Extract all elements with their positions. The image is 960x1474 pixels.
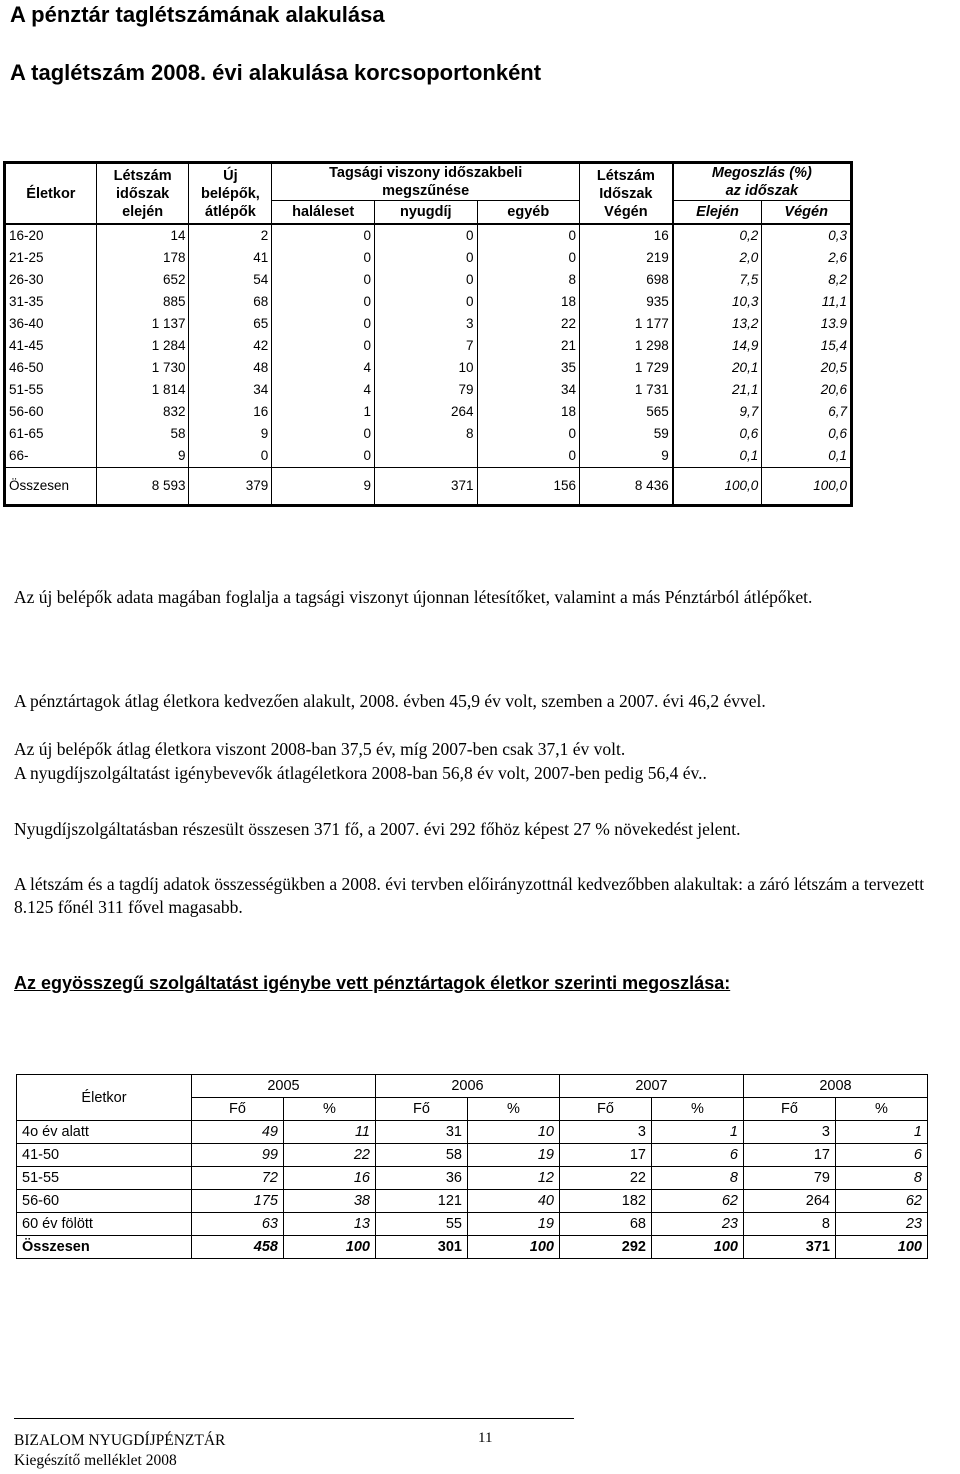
value-cell: 0,2 xyxy=(673,224,762,247)
age-group-cell: 51-55 xyxy=(17,1167,192,1190)
value-cell: 0,3 xyxy=(762,224,852,247)
value-cell: 7 xyxy=(374,335,477,357)
value-cell: 0 xyxy=(374,269,477,291)
t2-header-fo: Fő xyxy=(744,1098,836,1121)
value-cell: 22 xyxy=(284,1144,376,1167)
t2-header-fo: Fő xyxy=(192,1098,284,1121)
total-cell: 100,0 xyxy=(673,468,762,506)
header-letszam-elejen: Létszám időszak elején xyxy=(96,163,189,225)
value-cell: 13.9 xyxy=(762,313,852,335)
value-cell: 9 xyxy=(580,445,673,468)
value-cell: 1 298 xyxy=(580,335,673,357)
header-letszam-vegen: Létszám Időszak Végén xyxy=(580,163,673,225)
table-row xyxy=(5,445,852,468)
table-row xyxy=(5,335,852,357)
header-nyugdij: nyugdíj xyxy=(374,201,477,225)
value-cell: 42 xyxy=(189,335,272,357)
value-cell: 0 xyxy=(272,445,375,468)
value-cell: 0,1 xyxy=(762,445,852,468)
value-cell: 4 xyxy=(272,379,375,401)
section-title: Az egyösszegű szolgáltatást igénybe vett pénztártagok életkor szerinti megoszlása: xyxy=(14,973,731,993)
value-cell: 0 xyxy=(477,247,579,269)
value-cell: 1 729 xyxy=(580,357,673,379)
header-uj-belepok: Új belépők, átlépők xyxy=(189,163,272,225)
total-cell: 371 xyxy=(374,468,477,506)
total-label: Összesen xyxy=(17,1236,192,1259)
value-cell: 2,0 xyxy=(673,247,762,269)
value-cell: 3 xyxy=(560,1121,652,1144)
value-cell: 62 xyxy=(652,1190,744,1213)
age-group-cell: 46-50 xyxy=(9,360,44,375)
paragraph-belepok-eletkor: Az új belépők átlag életkora viszont 2008-ban 37,5 év, míg 2007-ben csak 37,1 év volt. xyxy=(14,739,626,759)
value-cell: 58 xyxy=(376,1144,468,1167)
value-cell: 178 xyxy=(96,247,189,269)
age-group-cell: 4o év alatt xyxy=(17,1121,192,1144)
value-cell: 17 xyxy=(744,1144,836,1167)
value-cell: 23 xyxy=(652,1213,744,1236)
value-cell: 6 xyxy=(836,1144,928,1167)
value-cell: 17 xyxy=(560,1144,652,1167)
value-cell: 22 xyxy=(560,1167,652,1190)
value-cell: 36 xyxy=(376,1167,468,1190)
t2-header-eletkor: Életkor xyxy=(17,1075,192,1121)
value-cell: 12 xyxy=(468,1167,560,1190)
value-cell: 19 xyxy=(468,1213,560,1236)
age-group-cell: 41-50 xyxy=(17,1144,192,1167)
value-cell: 6 xyxy=(652,1144,744,1167)
age-group-cell: 16-20 xyxy=(9,228,44,243)
age-group-cell: 56-60 xyxy=(17,1190,192,1213)
paragraph-atlag-eletkor: A pénztártagok átlag életkora kedvezően alakult, 2008. évben 45,9 év volt, szemben a 2007. évi 46,2 évvel. xyxy=(14,691,766,711)
t2-header-year: 2006 xyxy=(376,1075,560,1098)
table-row xyxy=(5,269,852,291)
total-cell: 156 xyxy=(477,468,579,506)
table-row xyxy=(5,224,852,247)
value-cell: 0 xyxy=(374,291,477,313)
value-cell: 565 xyxy=(580,401,673,423)
value-cell: 1 284 xyxy=(96,335,189,357)
footer-doc: Kiegészítő melléklet 2008 xyxy=(14,1452,177,1469)
total-cell: 301 xyxy=(376,1236,468,1259)
value-cell: 22 xyxy=(477,313,579,335)
age-group-cell: 41-45 xyxy=(9,338,44,353)
age-group-cell: 31-35 xyxy=(9,294,44,309)
age-group-cell: 61-65 xyxy=(9,426,44,441)
value-cell: 8 xyxy=(652,1167,744,1190)
value-cell: 8 xyxy=(744,1213,836,1236)
value-cell: 79 xyxy=(374,379,477,401)
value-cell: 72 xyxy=(192,1167,284,1190)
total-cell: 100,0 xyxy=(762,468,852,506)
lump-sum-table-body xyxy=(17,1121,928,1259)
value-cell: 1 xyxy=(272,401,375,423)
t2-header-pct: % xyxy=(836,1098,928,1121)
table-row xyxy=(5,357,852,379)
page-number: 11 xyxy=(478,1430,493,1446)
value-cell: 19 xyxy=(468,1144,560,1167)
value-cell: 40 xyxy=(468,1190,560,1213)
t2-header-year: 2005 xyxy=(192,1075,376,1098)
value-cell: 20,5 xyxy=(762,357,852,379)
total-row xyxy=(17,1236,928,1259)
value-cell: 1 xyxy=(652,1121,744,1144)
value-cell: 935 xyxy=(580,291,673,313)
value-cell: 59 xyxy=(580,423,673,445)
membership-table-body xyxy=(5,224,852,506)
value-cell: 0 xyxy=(272,291,375,313)
value-cell: 63 xyxy=(192,1213,284,1236)
value-cell: 11 xyxy=(284,1121,376,1144)
value-cell: 18 xyxy=(477,291,579,313)
t2-header-year: 2008 xyxy=(744,1075,928,1098)
value-cell: 21,1 xyxy=(673,379,762,401)
value-cell: 0 xyxy=(189,445,272,468)
value-cell: 7,5 xyxy=(673,269,762,291)
value-cell: 0 xyxy=(477,423,579,445)
t2-header-pct: % xyxy=(468,1098,560,1121)
table-row xyxy=(5,423,852,445)
value-cell: 8 xyxy=(374,423,477,445)
total-cell: 458 xyxy=(192,1236,284,1259)
footer-org: BIZALOM NYUGDÍJPÉNZTÁR xyxy=(14,1432,226,1449)
value-cell: 14,9 xyxy=(673,335,762,357)
value-cell: 175 xyxy=(192,1190,284,1213)
value-cell: 0 xyxy=(272,423,375,445)
value-cell: 8 xyxy=(836,1167,928,1190)
page-subtitle: A taglétszám 2008. évi alakulása korcsoportonként xyxy=(10,60,542,85)
value-cell: 68 xyxy=(189,291,272,313)
value-cell: 0 xyxy=(477,224,579,247)
value-cell: 0 xyxy=(374,247,477,269)
table-row xyxy=(5,379,852,401)
total-cell: 379 xyxy=(189,468,272,506)
t2-header-year: 2007 xyxy=(560,1075,744,1098)
value-cell: 49 xyxy=(192,1121,284,1144)
footer-divider xyxy=(14,1418,574,1419)
header-halaleset: haláleset xyxy=(272,201,375,225)
value-cell: 99 xyxy=(192,1144,284,1167)
value-cell: 6,7 xyxy=(762,401,852,423)
t2-header-fo: Fő xyxy=(376,1098,468,1121)
table-row xyxy=(5,313,852,335)
value-cell: 11,1 xyxy=(762,291,852,313)
age-group-cell: 26-30 xyxy=(9,272,44,287)
value-cell: 0 xyxy=(477,445,579,468)
value-cell xyxy=(374,445,477,468)
table-row xyxy=(17,1167,928,1190)
table-row xyxy=(5,401,852,423)
total-cell: 8 436 xyxy=(580,468,673,506)
value-cell: 1 731 xyxy=(580,379,673,401)
header-elejen: Elején xyxy=(673,201,762,225)
age-group-cell: 66- xyxy=(9,448,29,463)
value-cell: 8,2 xyxy=(762,269,852,291)
age-group-cell: 51-55 xyxy=(9,382,44,397)
header-eletkor: Életkor xyxy=(5,163,97,225)
value-cell: 0 xyxy=(272,335,375,357)
value-cell: 58 xyxy=(96,423,189,445)
value-cell: 20,6 xyxy=(762,379,852,401)
value-cell: 121 xyxy=(376,1190,468,1213)
membership-table xyxy=(3,161,853,507)
value-cell: 885 xyxy=(96,291,189,313)
header-vegen: Végén xyxy=(762,201,852,225)
value-cell: 55 xyxy=(376,1213,468,1236)
value-cell: 23 xyxy=(836,1213,928,1236)
value-cell: 16 xyxy=(284,1167,376,1190)
paragraph-nyugdij-eletkor: A nyugdíjszolgáltatást igénybevevők átlagéletkora 2008-ban 56,8 év volt, 2007-ben pedig 56,4 év.. xyxy=(14,763,707,783)
value-cell: 79 xyxy=(744,1167,836,1190)
age-group-cell: 60 év fölött xyxy=(17,1213,192,1236)
value-cell: 10,3 xyxy=(673,291,762,313)
value-cell: 54 xyxy=(189,269,272,291)
value-cell: 698 xyxy=(580,269,673,291)
value-cell: 219 xyxy=(580,247,673,269)
value-cell: 0 xyxy=(272,247,375,269)
t2-header-pct: % xyxy=(652,1098,744,1121)
t2-header-fo: Fő xyxy=(560,1098,652,1121)
value-cell: 1 177 xyxy=(580,313,673,335)
value-cell: 3 xyxy=(744,1121,836,1144)
total-label: Összesen xyxy=(5,468,97,506)
value-cell: 20,1 xyxy=(673,357,762,379)
value-cell: 652 xyxy=(96,269,189,291)
value-cell: 31 xyxy=(376,1121,468,1144)
value-cell: 34 xyxy=(477,379,579,401)
value-cell: 3 xyxy=(374,313,477,335)
value-cell: 264 xyxy=(374,401,477,423)
value-cell: 9,7 xyxy=(673,401,762,423)
value-cell: 0 xyxy=(272,269,375,291)
lump-sum-table xyxy=(16,1074,928,1259)
age-group-cell: 56-60 xyxy=(9,404,44,419)
value-cell: 0 xyxy=(272,313,375,335)
value-cell: 182 xyxy=(560,1190,652,1213)
table-row xyxy=(5,247,852,269)
value-cell: 0 xyxy=(374,224,477,247)
value-cell: 2,6 xyxy=(762,247,852,269)
value-cell: 4 xyxy=(272,357,375,379)
value-cell: 21 xyxy=(477,335,579,357)
page-title: A pénztár taglétszámának alakulása xyxy=(10,2,385,27)
value-cell: 14 xyxy=(96,224,189,247)
value-cell: 48 xyxy=(189,357,272,379)
total-cell: 9 xyxy=(272,468,375,506)
value-cell: 34 xyxy=(189,379,272,401)
value-cell: 1 137 xyxy=(96,313,189,335)
value-cell: 62 xyxy=(836,1190,928,1213)
value-cell: 8 xyxy=(477,269,579,291)
paragraph-uj-belepok: Az új belépők adata magában foglalja a tagsági viszonyt újonnan létesítőket, valamint a más Pénztárból átlépőket. xyxy=(14,587,813,607)
total-cell: 100 xyxy=(652,1236,744,1259)
table-row xyxy=(17,1213,928,1236)
value-cell: 16 xyxy=(580,224,673,247)
value-cell: 13 xyxy=(284,1213,376,1236)
value-cell: 832 xyxy=(96,401,189,423)
t2-header-pct: % xyxy=(284,1098,376,1121)
value-cell: 41 xyxy=(189,247,272,269)
value-cell: 1 xyxy=(836,1121,928,1144)
paragraph-nyugdijszolgaltatas: Nyugdíjszolgáltatásban részesült összesen 371 fő, a 2007. évi 292 főhöz képest 27 % növekedést jelent. xyxy=(14,819,741,839)
value-cell: 9 xyxy=(189,423,272,445)
value-cell: 35 xyxy=(477,357,579,379)
value-cell: 18 xyxy=(477,401,579,423)
total-cell: 292 xyxy=(560,1236,652,1259)
header-tagsagi: Tagsági viszony időszakbeli megszűnése xyxy=(272,163,580,201)
value-cell: 68 xyxy=(560,1213,652,1236)
total-row xyxy=(5,468,852,506)
age-group-cell: 36-40 xyxy=(9,316,44,331)
table-row xyxy=(17,1144,928,1167)
value-cell: 65 xyxy=(189,313,272,335)
value-cell: 38 xyxy=(284,1190,376,1213)
value-cell: 13,2 xyxy=(673,313,762,335)
age-group-cell: 21-25 xyxy=(9,250,44,265)
value-cell: 0,1 xyxy=(673,445,762,468)
total-cell: 100 xyxy=(836,1236,928,1259)
value-cell: 9 xyxy=(96,445,189,468)
value-cell: 1 730 xyxy=(96,357,189,379)
table-row xyxy=(17,1190,928,1213)
total-cell: 371 xyxy=(744,1236,836,1259)
value-cell: 2 xyxy=(189,224,272,247)
value-cell: 0 xyxy=(272,224,375,247)
value-cell: 264 xyxy=(744,1190,836,1213)
total-cell: 8 593 xyxy=(96,468,189,506)
table-row xyxy=(17,1121,928,1144)
value-cell: 0,6 xyxy=(673,423,762,445)
value-cell: 10 xyxy=(374,357,477,379)
value-cell: 0,6 xyxy=(762,423,852,445)
total-cell: 100 xyxy=(284,1236,376,1259)
table-row xyxy=(5,291,852,313)
value-cell: 16 xyxy=(189,401,272,423)
paragraph-letszam-tagdij: A létszám és a tagdíj adatok összességükben a 2008. évi tervben előirányzottnál kedvezőbben alakultak: a záró létszám a tervezett 8.125 főnél 311 fővel magasabb. xyxy=(14,874,925,917)
header-megoszlas: Megoszlás (%) az időszak xyxy=(673,163,852,201)
value-cell: 15,4 xyxy=(762,335,852,357)
header-egyeb: egyéb xyxy=(477,201,579,225)
value-cell: 1 814 xyxy=(96,379,189,401)
value-cell: 10 xyxy=(468,1121,560,1144)
total-cell: 100 xyxy=(468,1236,560,1259)
